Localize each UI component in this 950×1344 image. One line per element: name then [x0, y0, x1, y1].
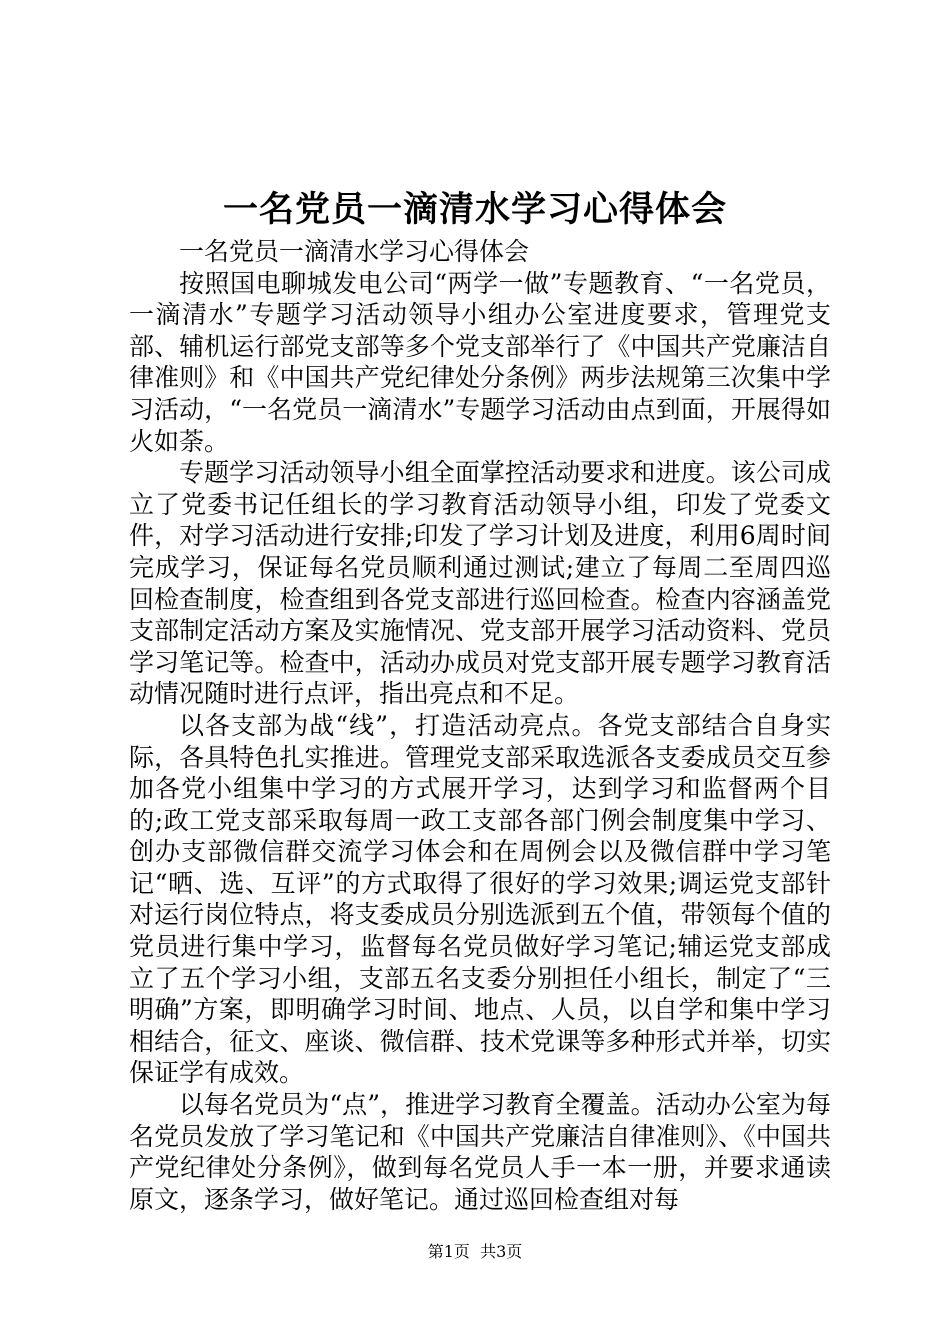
paragraph: 以每名党员为“点”，推进学习教育全覆盖。活动办公室为每名党员发放了学习笔记和《中国共产党廉洁自律准则》、《中国共产党纪律处分条例》，做到每名党员人手一本一册，并要求通读原文，逐条学习，做好笔记。通过巡回检查组对每 — [129, 1090, 831, 1214]
page-total: 共3页 — [480, 1242, 523, 1261]
document-title: 一名党员一滴清水学习心得体会 — [222, 189, 727, 230]
page-number: 第1页 — [427, 1242, 470, 1261]
paragraph: 一名党员一滴清水学习心得体会 — [179, 237, 530, 266]
page-footer — [0, 1240, 950, 1264]
paragraph: 按照国电聊城发电公司“两学一做”专题教育、“一名党员，一滴清水”专题学习活动领导小组办公室进度要求，管理党支部、辅机运行部党支部等多个党支部举行了《中国共产党廉洁自律准则》和《中国共产党纪律处分条例》两步法规第三次集中学习活动，“一名党员一滴清水”专题学习活动由点到面，开展得如火如荼。 — [129, 268, 831, 456]
paragraph: 专题学习活动领导小组全面掌控活动要求和进度。该公司成立了党委书记任组长的学习教育活动领导小组，印发了党委文件，对学习活动进行安排;印发了学习计划及进度，利用6周时间完成学习，保证每名党员顺利通过测试;建立了每周二至周四巡回检查制度，检查组到各党支部进行巡回检查。检查内容涵盖党支部制定活动方案及实施情况、党支部开展学习活动资料、党员学习笔记等。检查中，活动办成员对党支部开展专题学习教育活动情况随时进行点评，指出亮点和不足。 — [129, 458, 831, 709]
document-body — [129, 236, 831, 1215]
paragraph: 以各支部为战“线”，打造活动亮点。各党支部结合自身实际，各具特色扎实推进。管理党支部采取选派各支委成员交互参加各党小组集中学习的方式展开学习，达到学习和监督两个目的;政工党支部采取每周一政工支部各部门例会制度集中学习、创办支部微信群交流学习体会和在周例会以及微信群中学习笔记“晒、选、互评”的方式取得了很好的学习效果;调运党支部针对运行岗位特点，将支委成员分别选派到五个值，带领每个值的党员进行集中学习，监督每名党员做好学习笔记;辅运党支部成立了五个学习小组，支部五名支委分别担任小组长，制定了“三明确”方案，即明确学习时间、地点、人员，以自学和集中学习相结合，征文、座谈、微信群、技术党课等多种形式并举，切实保证学有成效。 — [129, 710, 831, 1088]
